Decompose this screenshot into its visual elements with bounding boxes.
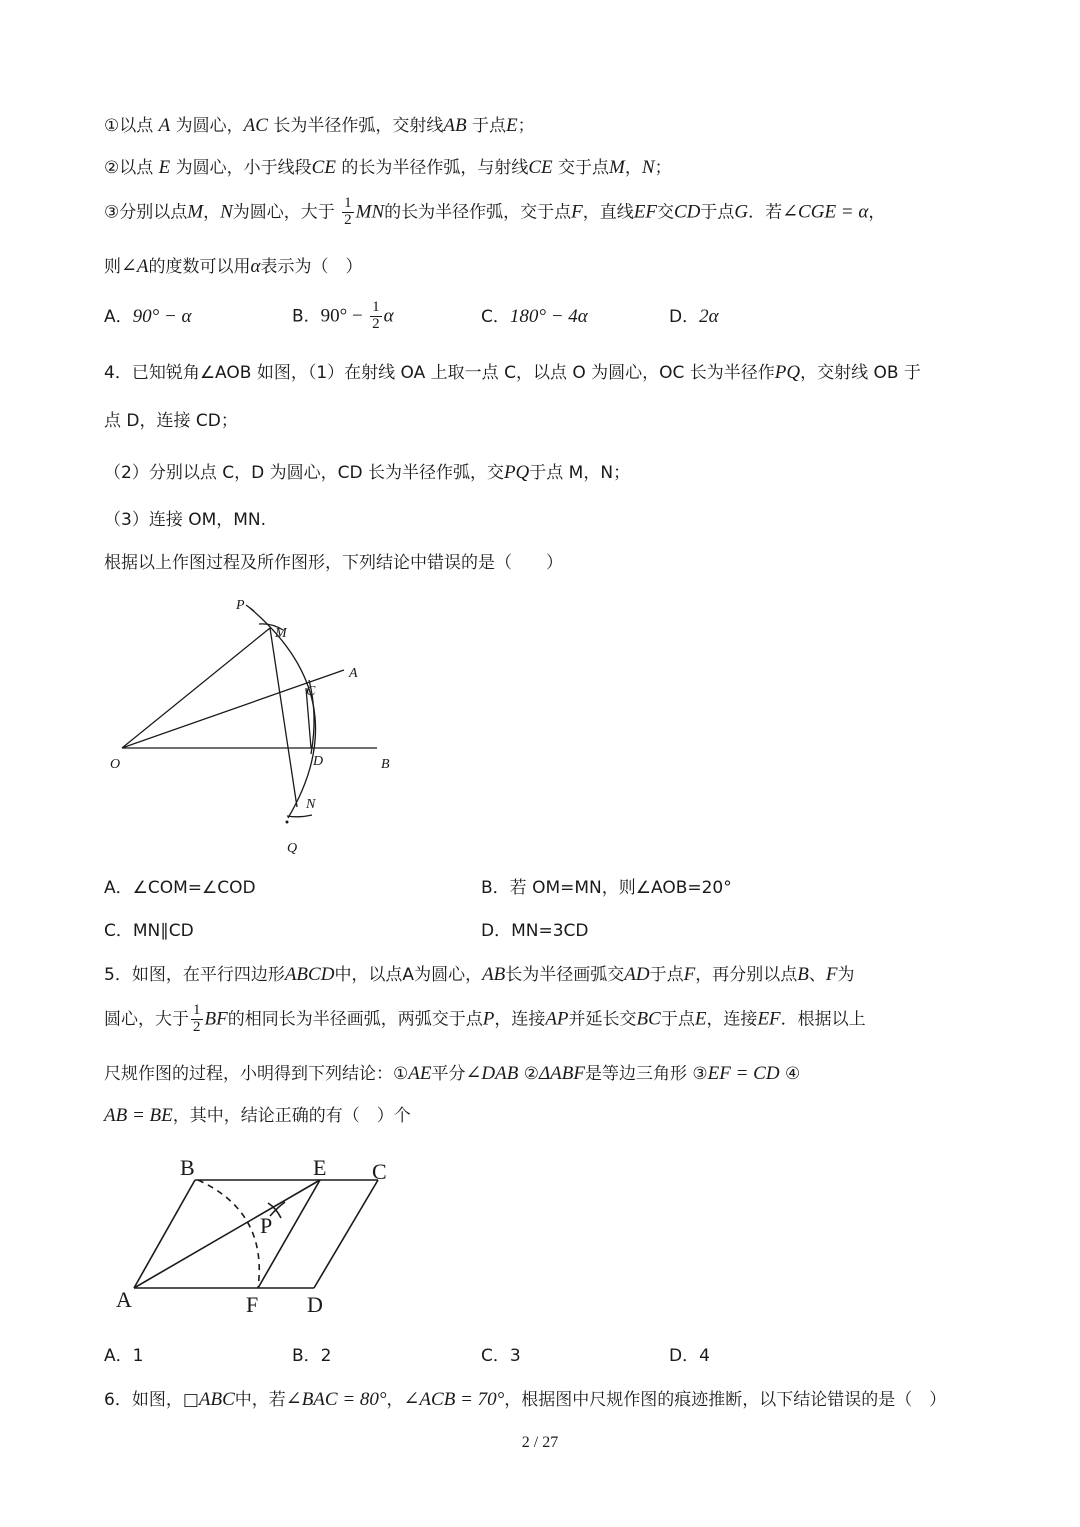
svg-text:E: E: [313, 1155, 327, 1180]
q3-option-a[interactable]: A．90° − α: [104, 306, 192, 327]
svg-text:C: C: [372, 1159, 387, 1184]
q3-option-b[interactable]: B．90° − $\frac{1}{2}$ α: [292, 299, 394, 332]
page-number: 2 / 27: [521, 1434, 559, 1451]
svg-text:B: B: [180, 1155, 195, 1180]
q5-line3: 尺规作图的过程，小明得到下列结论：①AE平分∠DAB ②ΔABF是等边三角形 ③EF = CD ④: [104, 1063, 801, 1084]
svg-text:N: N: [306, 797, 316, 812]
ray-oa: [122, 670, 344, 748]
q5-figure: [110, 1150, 400, 1320]
segment-om: [122, 628, 270, 748]
q4-line2: 点 D，连接 CD；: [104, 411, 238, 431]
q3-step2: ②以点 E 为圆心，小于线段CE 的长为半径作弧，与射线CE 交于点M，N；: [104, 157, 672, 178]
tick-p: [246, 605, 254, 611]
svg-text:A: A: [349, 666, 358, 681]
svg-text:P: P: [236, 598, 245, 613]
q5-option-d[interactable]: D．4: [669, 1346, 710, 1366]
q4-line5: 根据以上作图过程及所作图形，下列结论中错误的是（ ）: [104, 553, 563, 573]
svg-text:F: F: [246, 1292, 259, 1317]
q5-option-b[interactable]: B．2: [292, 1346, 332, 1366]
q4-option-d[interactable]: D．MN=3CD: [481, 921, 589, 941]
q6-line1: 6．如图，□ABC中，若∠BAC = 80°，∠ACB = 70°，根据图中尺规作图的痕迹推断，以下结论错误的是（ ）: [104, 1389, 947, 1410]
q4-option-c[interactable]: C．MN∥CD: [104, 921, 194, 941]
q5-line2: 圆心，大于 $\frac{1}{2}$ BF的相同长为半径画弧，两弧交于点P，连接AP并延长交BC于点E，连接EF．根据以上: [104, 1002, 866, 1035]
svg-text:A: A: [116, 1287, 132, 1312]
svg-text:Q: Q: [287, 841, 298, 856]
q3-step3-cont: 则∠A的度数可以用α表示为（ ）: [104, 256, 363, 277]
arc-at-n: [287, 815, 312, 817]
q3-step3: ③分别以点M，N为圆心，大于 $\frac{1}{2}$ MN的长为半径作弧，交于点F，直线EF交CD于点G．若∠CGE = α，: [104, 195, 886, 228]
q3-step1: ①以点 A 为圆心，AC 长为半径作弧，交射线AB 于点E；: [104, 115, 535, 136]
point-q: [286, 821, 289, 824]
svg-text:O: O: [110, 757, 121, 772]
q4-option-b[interactable]: B．若 OM=MN，则∠AOB=20°: [481, 878, 732, 898]
svg-text:D: D: [313, 754, 324, 769]
dashed-arc-bf: [198, 1180, 259, 1288]
side-cd: [314, 1180, 378, 1288]
q3-option-d[interactable]: D．2α: [669, 306, 719, 327]
segment-ae: [134, 1180, 320, 1288]
q4-option-a[interactable]: A．∠COM=∠COD: [104, 878, 256, 898]
svg-text:M: M: [275, 626, 287, 641]
q5-option-c[interactable]: C．3: [481, 1346, 521, 1366]
q5-line1: 5．如图，在平行四边形ABCD中，以点A为圆心，AB长为半径画弧交AD于点F，再分别以点B、F为: [104, 964, 855, 985]
svg-text:P: P: [260, 1213, 273, 1238]
svg-text:D: D: [307, 1292, 323, 1317]
q4-line3: （2）分别以点 C，D 为圆心，CD 长为半径作弧，交PQ于点 M，N；: [104, 462, 631, 483]
q4-line4: （3）连接 OM，MN.: [104, 510, 267, 530]
svg-text:B: B: [381, 757, 390, 772]
svg-text:C: C: [306, 684, 316, 699]
q4-figure: [100, 590, 410, 860]
side-ab: [134, 1180, 195, 1288]
q3-option-c[interactable]: C．180° − 4α: [481, 306, 588, 327]
q5-option-a[interactable]: A．1: [104, 1346, 144, 1366]
fraction-half: $\frac{1}{2}$: [344, 195, 352, 228]
q4-line1: 4．已知锐角∠AOB 如图，（1）在射线 OA 上取一点 C，以点 O 为圆心，OC 长为半径作PQ，交射线 OB 于: [104, 362, 921, 383]
q5-line4: AB = BE，其中，结论正确的有（ ）个: [104, 1105, 411, 1126]
